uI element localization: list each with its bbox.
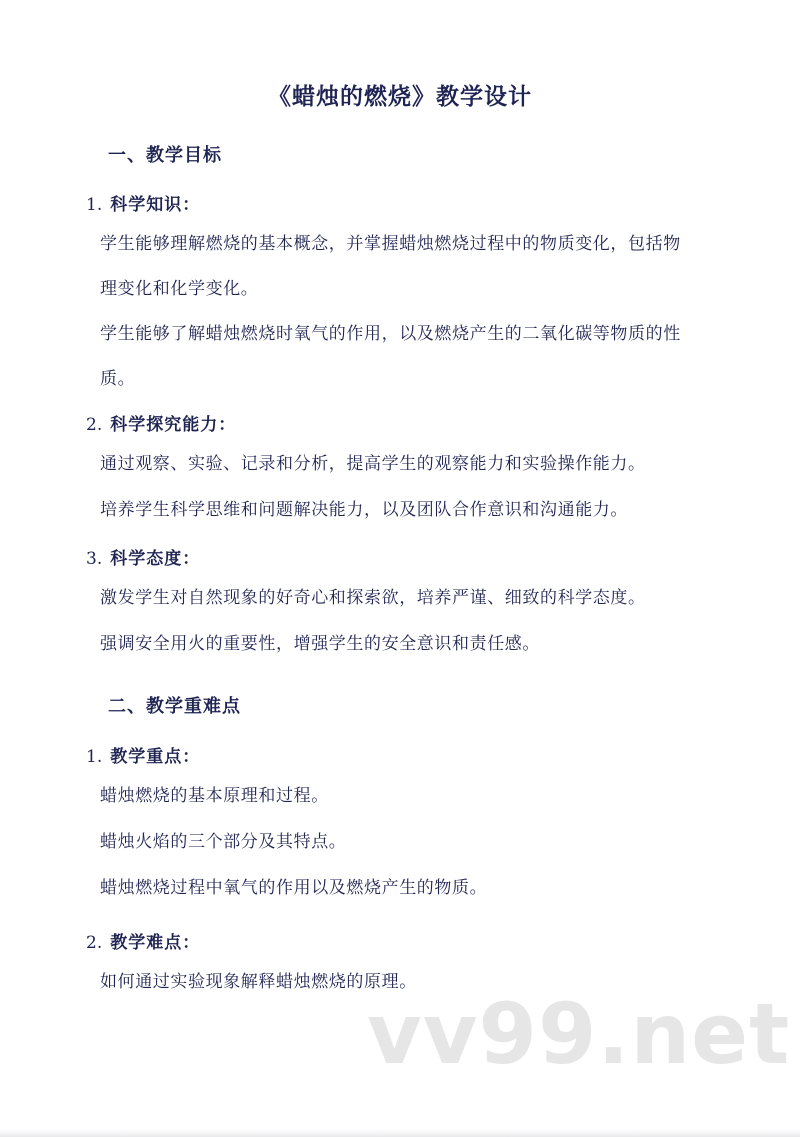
sub-heading-difficult-points (86, 928, 200, 953)
document-title: 《蜡烛的燃烧》教学设计 (268, 83, 532, 110)
paragraph: 培养学生科学思维和问题解决能力，以及团队合作意识和沟通能力。 (100, 500, 628, 520)
sub-heading-key-points (86, 742, 200, 767)
paragraph: 蜡烛火焰的三个部分及其特点。 (100, 832, 347, 852)
item-label: 科学态度： (110, 549, 201, 569)
section-heading-key-difficult-points: 二、教学重难点 (108, 696, 241, 717)
item-label: 科学知识： (110, 195, 201, 215)
paragraph: 蜡烛燃烧过程中氧气的作用以及燃烧产生的物质。 (100, 878, 488, 898)
item-number: 1. (86, 747, 103, 767)
paragraph: 通过观察、实验、记录和分析，提高学生的观察能力和实验操作能力。 (100, 454, 646, 474)
item-number: 2. (86, 933, 103, 953)
paragraph: 强调安全用火的重要性，增强学生的安全意识和责任感。 (100, 634, 540, 654)
sub-heading-science-knowledge (86, 190, 200, 215)
item-number: 3. (86, 549, 103, 569)
item-label: 教学难点： (110, 933, 201, 953)
item-number: 1. (86, 195, 103, 215)
item-number: 2. (86, 415, 103, 435)
paragraph: 蜡烛燃烧的基本原理和过程。 (100, 786, 329, 806)
paragraph: 激发学生对自然现象的好奇心和探索欲，培养严谨、细致的科学态度。 (100, 588, 646, 608)
paragraph: 学生能够了解蜡烛燃烧时氧气的作用，以及燃烧产生的二氧化碳等物质的性质。 (100, 324, 681, 389)
page-bottom-edge (0, 1129, 800, 1137)
item-label: 教学重点： (110, 747, 201, 767)
sub-heading-inquiry-ability (86, 410, 236, 435)
watermark: vv99.net (367, 985, 791, 1083)
section-heading-teaching-goals: 一、教学目标 (108, 145, 222, 166)
paragraph: 如何通过实验现象解释蜡烛燃烧的原理。 (100, 972, 417, 992)
sub-heading-science-attitude (86, 544, 200, 569)
item-label: 科学探究能力： (110, 415, 237, 435)
paragraph: 学生能够理解燃烧的基本概念，并掌握蜡烛燃烧过程中的物质变化，包括物理变化和化学变化。 (100, 234, 681, 299)
